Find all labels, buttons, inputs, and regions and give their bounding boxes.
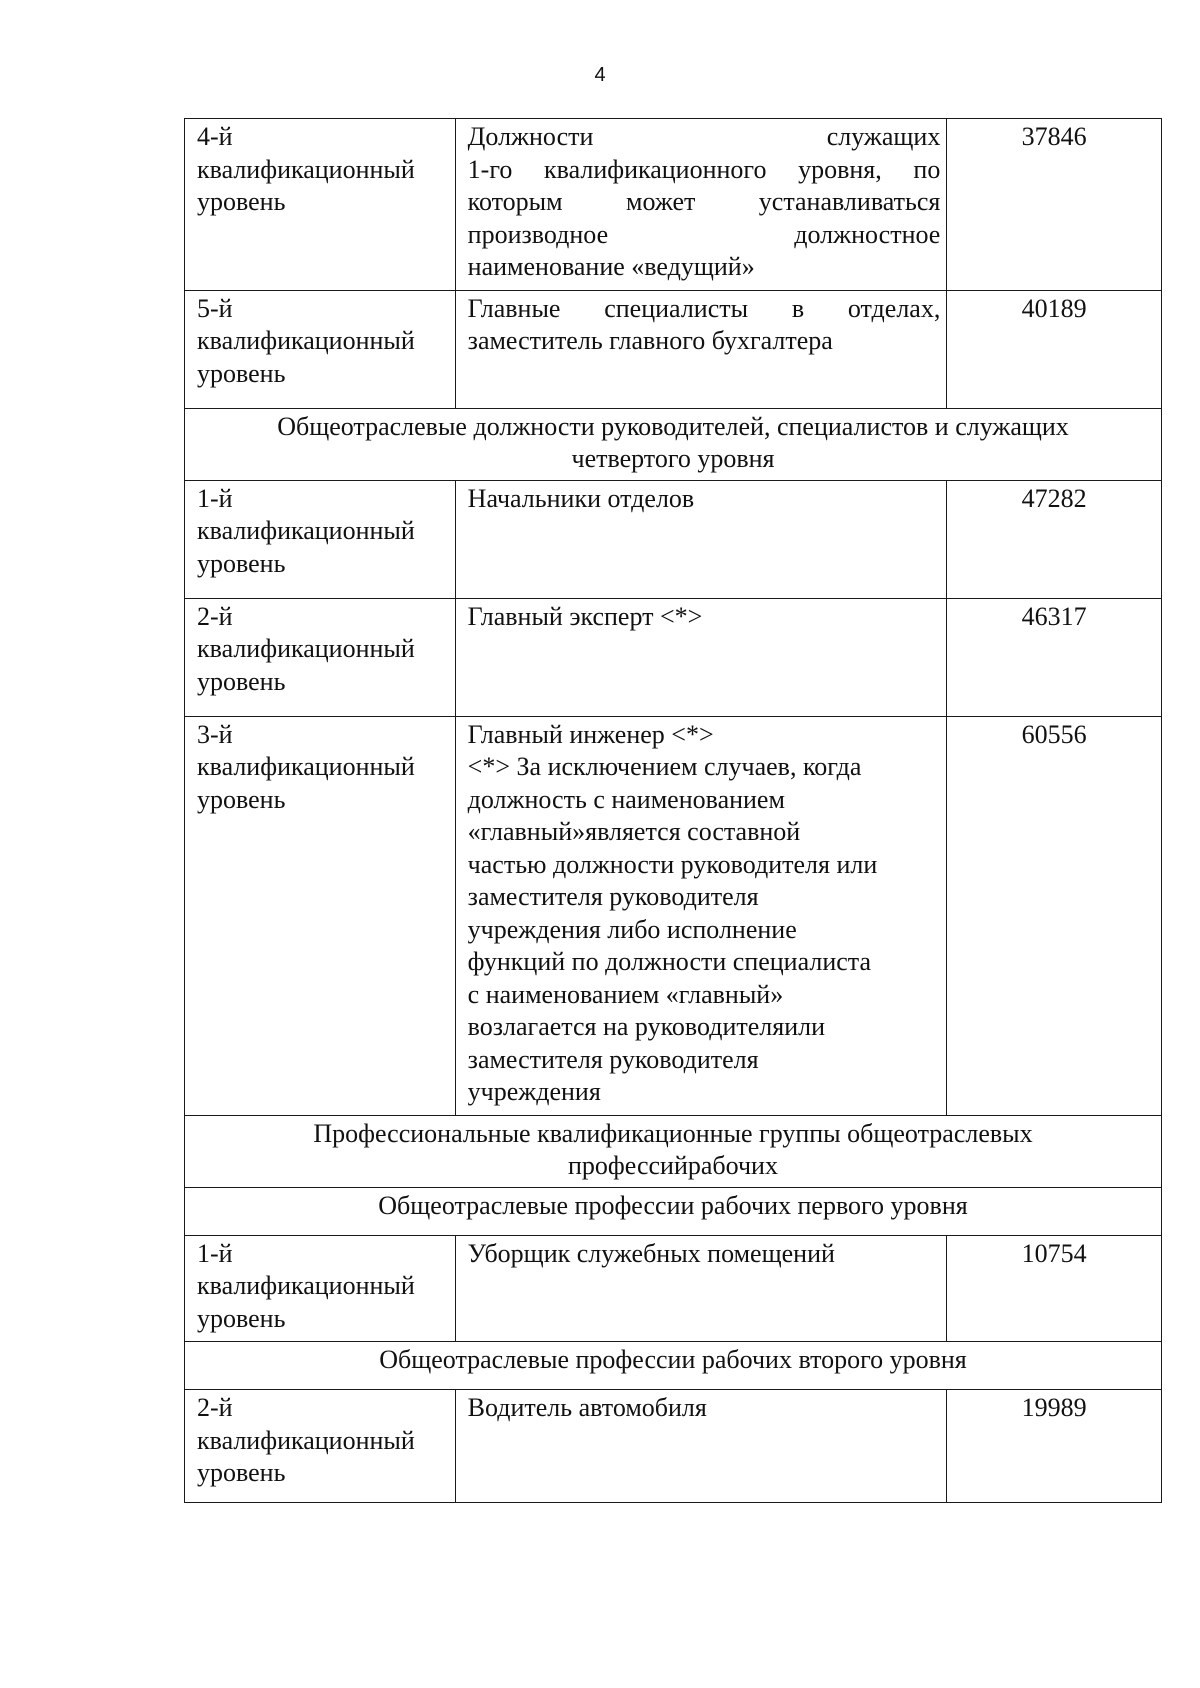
level-number: 1-й	[197, 1238, 233, 1268]
qualification-level-cell	[185, 480, 456, 598]
section-header-row	[185, 408, 1162, 480]
level-number: 3-й	[197, 719, 233, 749]
salary-cell: 46317	[947, 598, 1162, 716]
footnote-line: учреждения	[467, 1077, 601, 1106]
level-number: 5-й	[197, 293, 233, 323]
salary-table	[184, 118, 1162, 1503]
position-description-cell: Уборщик служебных помещений	[455, 1235, 947, 1342]
footnote-line: заместителя руководителя	[467, 882, 759, 911]
salary-cell: 19989	[947, 1390, 1162, 1503]
description-line: производное должностное	[467, 219, 941, 249]
section-heading: Общеотраслевые профессии рабочих второго уровня	[185, 1342, 1162, 1390]
table-row	[185, 1390, 1162, 1503]
table-row	[185, 119, 1162, 291]
table-row	[185, 480, 1162, 598]
footnote-line: «главный»является составной	[467, 817, 801, 846]
position-description-cell: Водитель автомобиля	[455, 1390, 947, 1503]
level-suffix: уровень	[197, 784, 286, 814]
salary-cell: 40189	[947, 290, 1162, 408]
level-suffix: уровень	[197, 666, 286, 696]
level-number: 2-й	[197, 601, 233, 631]
salary-cell: 10754	[947, 1235, 1162, 1342]
level-suffix: уровень	[197, 1303, 286, 1333]
level-word: квалификационный	[197, 634, 415, 663]
footnote-line: заместителя руководителя	[467, 1044, 759, 1074]
qualification-level-cell	[185, 1235, 456, 1342]
section-header-row	[185, 1342, 1162, 1390]
qualification-level-cell	[185, 716, 456, 1115]
qualification-level-cell	[185, 290, 456, 408]
position-description-cell: Начальники отделов	[455, 480, 947, 598]
salary-cell: 60556	[947, 716, 1162, 1115]
description-line: заместитель главного бухгалтера	[467, 326, 833, 355]
description-line: Главные специалисты в отделах,	[467, 293, 941, 323]
description-line: Должности служащих	[467, 122, 941, 151]
footnote-line: учреждения либо исполнение	[467, 914, 797, 944]
footnote-line: с наименованием «главный»	[467, 979, 784, 1009]
level-word: квалификационный	[197, 516, 415, 545]
level-suffix: уровень	[197, 1458, 286, 1487]
section-heading-line: четвертого уровня	[571, 444, 775, 473]
salary-cell: 47282	[947, 480, 1162, 598]
level-number: 4-й	[197, 122, 233, 151]
section-header-row	[185, 1187, 1162, 1235]
table-row	[185, 1235, 1162, 1342]
section-heading: Общеотраслевые профессии рабочих первого уровня	[185, 1187, 1162, 1235]
level-word: квалификационный	[197, 326, 415, 355]
footnote-line: функций по должности специалиста	[467, 947, 872, 976]
level-number: 1-й	[197, 483, 233, 513]
section-header-row	[185, 1115, 1162, 1187]
position-description-cell	[455, 716, 947, 1115]
footnote-line: частью должности руководителя или	[467, 849, 878, 879]
table-row	[185, 598, 1162, 716]
page-number: 4	[594, 64, 606, 86]
section-heading-line: Профессиональные квалификационные группы общеотраслевых	[313, 1118, 1033, 1148]
position-description-cell: Главный эксперт <*>	[455, 598, 947, 716]
level-suffix: уровень	[197, 187, 286, 216]
position-description-cell	[455, 119, 947, 291]
section-heading	[185, 408, 1162, 480]
level-word: квалификационный	[197, 1425, 415, 1455]
level-number: 2-й	[197, 1393, 233, 1422]
table-row	[185, 290, 1162, 408]
level-suffix: уровень	[197, 358, 286, 388]
footnote-line: возлагается на руководителяили	[467, 1012, 826, 1041]
section-heading-line: Общеотраслевые должности руководителей, специалистов и служащих	[277, 411, 1069, 441]
description-line: Главный инженер <*>	[467, 719, 714, 749]
qualification-level-cell	[185, 598, 456, 716]
section-heading-line: профессийрабочих	[568, 1151, 778, 1180]
qualification-level-cell	[185, 119, 456, 291]
level-suffix: уровень	[197, 548, 286, 578]
level-word: квалификационный	[197, 1271, 415, 1300]
salary-cell: 37846	[947, 119, 1162, 291]
footnote-line: <*> За исключением случаев, когда	[467, 752, 862, 781]
level-word: квалификационный	[197, 752, 415, 781]
description-line: которым может устанавливаться	[467, 187, 941, 216]
qualification-level-cell	[185, 1390, 456, 1503]
description-line: наименование «ведущий»	[467, 252, 755, 281]
footnote-line: должность с наименованием	[467, 784, 785, 814]
level-word: квалификационный	[197, 154, 415, 184]
position-description-cell	[455, 290, 947, 408]
section-heading	[185, 1115, 1162, 1187]
table-row	[185, 716, 1162, 1115]
description-line: 1-го квалификационного уровня, по	[467, 154, 941, 184]
